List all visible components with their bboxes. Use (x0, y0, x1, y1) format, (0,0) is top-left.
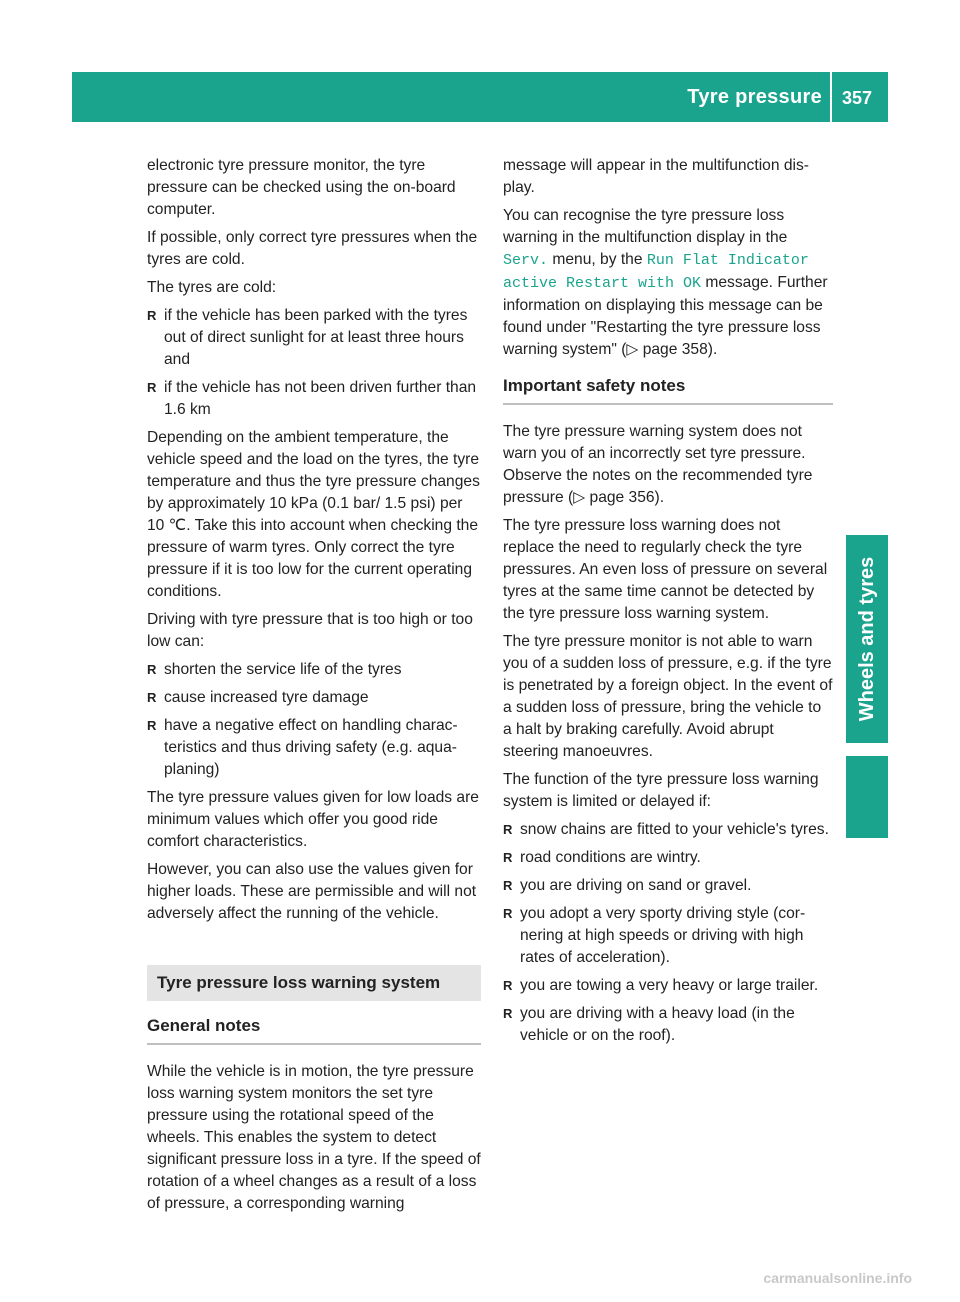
list-item: R if the vehicle has not been driven further than 1.6 km (147, 377, 481, 421)
list-item: R you are driving on sand or gravel. (503, 875, 833, 897)
section-heading: Tyre pressure loss warning system (147, 965, 481, 1001)
list-item: R shorten the service life of the tyres (147, 659, 481, 681)
paragraph-display-message (503, 205, 833, 361)
paragraph: Driving with tyre pressure that is too high or too low can: (147, 611, 473, 650)
header-title: Tyre pressure (687, 86, 822, 108)
chapter-tab-marker (846, 756, 888, 838)
display-message-text: Run Flat Indicator active Restart with OK (503, 252, 809, 292)
display-menu-name: Serv. (503, 252, 549, 269)
paragraph: message will appear in the multifunction display. (503, 157, 809, 196)
paragraph: The function of the tyre pressure loss warning system is limited or delayed if: (503, 771, 819, 810)
chapter-tab-label: Wheels and tyres (856, 556, 878, 722)
page-number: 357 (842, 88, 873, 108)
paragraph: However, you can also use the values given for higher loads. These are permissible and will not adversely affect the running of the vehicle. (147, 861, 477, 922)
list-item: R have a negative effect on handling characteristics and thus driving safety (e.g. aquaplaning) (147, 715, 481, 781)
paragraph: The tyres are cold: (147, 279, 277, 296)
list-item: R you adopt a very sporty driving style (cornering at high speeds or driving with high rates of acceleration). (503, 903, 833, 969)
paragraph: The tyre pressure values given for low loads are minimum values which offer you good ride comfort characteristics. (147, 789, 479, 850)
header-divider (830, 72, 832, 122)
list-item: R if the vehicle has been parked with the tyres out of direct sunlight for at least three hours and (147, 305, 481, 371)
list-item: R you are towing a very heavy or large trailer. (503, 975, 833, 997)
paragraph: The tyre pressure loss warning does not replace the need to regularly check the tyre pressures. An even loss of pressure on several tyres at the same time cannot be detected by the tyre pressure loss warning system. (503, 517, 828, 622)
paragraph: The tyre pressure monitor is not able to warn you of a sudden loss of pressure, e.g. if the tyre is penetrated by a foreign object. In the event of a sudden loss of pressure, bring the vehicle to a halt by braking carefully. Avoid abrupt steering manoeuvres. (503, 633, 833, 760)
list-item: R cause increased tyre damage (147, 687, 481, 709)
list-item: R snow chains are fitted to your vehicle's tyres. (503, 819, 833, 841)
text-run: You can recognise the tyre pressure loss warning in the multifunction display in the (503, 207, 788, 246)
text-run: menu, by the (552, 251, 643, 268)
paragraph: While the vehicle is in motion, the tyre pressure loss warning system monitors the set tyre pressure using the rotational speed of the wheels. This enables the system to detect significant pressure loss in a tyre. If the speed of rotation of a wheel changes as a result of a loss of pressure, a corresponding warning (147, 1063, 481, 1212)
paragraph: The tyre pressure warning system does not warn you of an incorrectly set tyre pressure. Observe the notes on the recommended tyre pressure (▷ page 356). (503, 423, 813, 506)
list-item: R road conditions are wintry. (503, 847, 833, 869)
right-column (503, 155, 833, 1053)
paragraph: electronic tyre pressure monitor, the tyre pressure can be checked using the on-board computer. (147, 157, 456, 218)
left-column (147, 155, 481, 1221)
text-run: message. Further information on displaying this message can be found under "Restarting the tyre pressure loss warning system" (▷ page 358). (503, 274, 828, 358)
paragraph: If possible, only correct tyre pressures when the tyres are cold. (147, 229, 478, 268)
subheading: Important safety notes (503, 375, 833, 405)
paragraph: Depending on the ambient temperature, the vehicle speed and the load on the tyres, the tyre temperature and thus the tyre pressure changes by approximately 10 kPa (0.1 bar/ 1.5 psi) per 10 ℃. Take this into account when checking the pressure of warm tyres. Only correct the tyre pressure if it is too low for the current operating conditions. (147, 429, 480, 600)
chapter-tab (846, 535, 888, 743)
subheading: General notes (147, 1015, 481, 1045)
footer-watermark: carmanualsonline.info (763, 1270, 912, 1286)
list-item: R you are driving with a heavy load (in the vehicle or on the roof). (503, 1003, 833, 1047)
page-header (72, 72, 888, 122)
